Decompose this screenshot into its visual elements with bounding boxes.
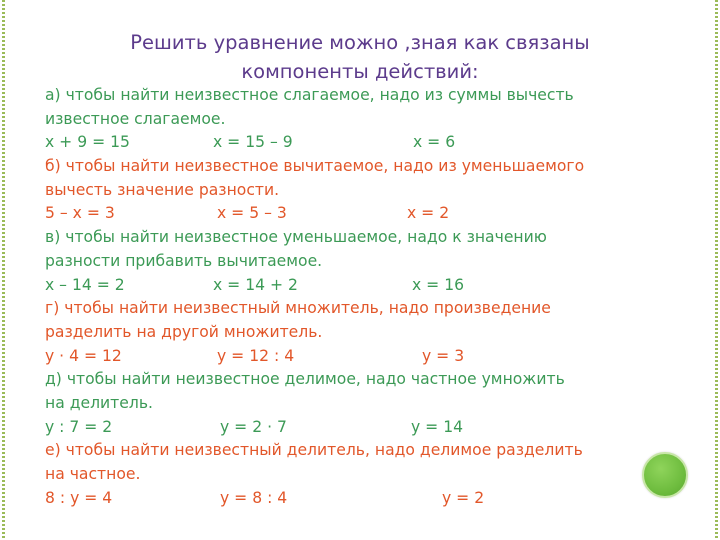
example-v-step: x = 14 + 2 [213, 275, 298, 294]
example-b-equation: 5 – x = 3 [45, 204, 115, 223]
example-e-equation: 8 : y = 4 [45, 488, 113, 507]
example-v-row [45, 274, 685, 298]
example-v-equation: x – 14 = 2 [45, 275, 125, 294]
rule-a-line-2: известное слагаемое. [45, 109, 226, 128]
slide-title-line-2: компоненты действий: [241, 60, 479, 83]
slide-title [60, 28, 660, 86]
right-border-decoration [715, 0, 718, 540]
rule-g-line-1: г) чтобы найти неизвестный множитель, надо произведение [45, 299, 551, 318]
example-g-answer: y = 3 [422, 346, 465, 365]
example-d-answer: y = 14 [411, 417, 464, 436]
rule-b-line-1: б) чтобы найти неизвестное вычитаемое, надо из уменьшаемого [45, 157, 585, 176]
rules-list [45, 84, 685, 510]
example-g-equation: y · 4 = 12 [45, 346, 122, 365]
example-a-step: x = 15 – 9 [213, 133, 293, 152]
rule-d-line-1: д) чтобы найти неизвестное делимое, надо частное умножить [45, 370, 565, 389]
example-b-row [45, 202, 685, 226]
example-d-row [45, 416, 685, 440]
example-d-equation: y : 7 = 2 [45, 417, 113, 436]
example-e-row [45, 487, 685, 511]
example-e-step: y = 8 : 4 [220, 488, 288, 507]
left-border-decoration [2, 0, 5, 540]
example-b-step: x = 5 – 3 [217, 204, 287, 223]
example-a-equation: x + 9 = 15 [45, 133, 130, 152]
example-a-answer: x = 6 [413, 133, 456, 152]
example-v-answer: x = 16 [412, 275, 465, 294]
example-g-step: y = 12 : 4 [217, 346, 295, 365]
rule-d-line-2: на делитель. [45, 393, 153, 412]
rule-v-line-2: разности прибавить вычитаемое. [45, 251, 323, 270]
example-b-answer: x = 2 [407, 204, 450, 223]
rule-v-line-1: в) чтобы найти неизвестное уменьшаемое, надо к значению [45, 228, 547, 247]
example-d-step: y = 2 · 7 [220, 417, 287, 436]
example-g-row [45, 345, 685, 369]
example-a-row [45, 131, 685, 155]
rule-g-line-2: разделить на другой множитель. [45, 322, 323, 341]
rule-a-line-1: а) чтобы найти неизвестное слагаемое, надо из суммы вычесть [45, 86, 574, 104]
rule-e-line-1: е) чтобы найти неизвестный делитель, надо делимое разделить [45, 441, 583, 460]
green-circle-decoration [642, 452, 688, 498]
slide-title-line-1: Решить уравнение можно ,зная как связаны [130, 31, 590, 54]
example-e-answer: y = 2 [442, 488, 485, 507]
rule-e-line-2: на частное. [45, 465, 141, 483]
rule-b-line-2: вычесть значение разности. [45, 180, 280, 199]
